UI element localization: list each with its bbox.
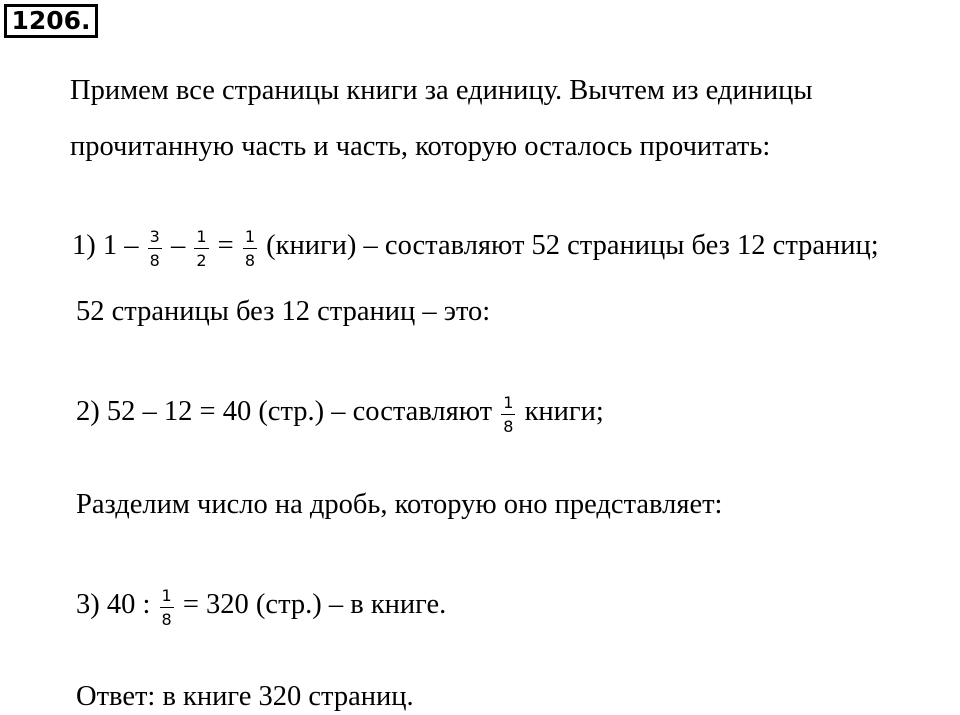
step-1-suffix: (книги) – составляют 52 страницы без 12 страниц; — [266, 230, 879, 262]
fraction-numerator: 1 — [194, 227, 208, 249]
fraction-denominator: 8 — [161, 610, 172, 629]
fraction-denominator: 8 — [244, 251, 256, 270]
fraction-1-2 — [194, 227, 208, 270]
step-3-suffix: = 320 (стр.) – в книге. — [182, 589, 447, 621]
fraction-1-8 — [243, 227, 257, 270]
fraction-numerator: 1 — [160, 586, 174, 608]
fraction-denominator: 8 — [149, 251, 160, 270]
intro-line-1: Примем все страницы книги за единицу. Вычтем из единицы — [70, 75, 813, 106]
step-1-note: 52 страницы без 12 страниц – это: — [76, 296, 491, 327]
answer: Ответ: в книге 320 страниц. — [76, 681, 414, 712]
fraction-numerator: 1 — [243, 227, 257, 249]
fraction-1-8 — [501, 393, 515, 436]
step-2 — [76, 392, 604, 435]
step-3 — [76, 585, 446, 628]
step-1 — [72, 226, 879, 269]
fraction-numerator: 1 — [501, 393, 515, 415]
step-2-prefix: 2) 52 – 12 = 40 (стр.) – составляют — [76, 396, 493, 428]
fraction-3-8 — [148, 227, 162, 270]
fraction-denominator: 2 — [196, 251, 207, 270]
problem-number-badge: 1206. — [4, 4, 98, 38]
intro-line-2: прочитанную часть и часть, которую осталось прочитать: — [70, 131, 771, 162]
step-1-minus: – — [170, 230, 186, 262]
step-3-prefix: 3) 40 : — [76, 589, 151, 621]
fraction-numerator: 3 — [148, 227, 162, 249]
step-2-suffix: книги; — [524, 396, 604, 428]
fraction-denominator: 8 — [503, 417, 514, 436]
fraction-1-8 — [160, 586, 174, 629]
step-1-prefix: 1) 1 – — [72, 230, 139, 262]
division-intro: Разделим число на дробь, которую оно представляет: — [76, 489, 723, 520]
step-1-equals: = — [217, 230, 234, 262]
